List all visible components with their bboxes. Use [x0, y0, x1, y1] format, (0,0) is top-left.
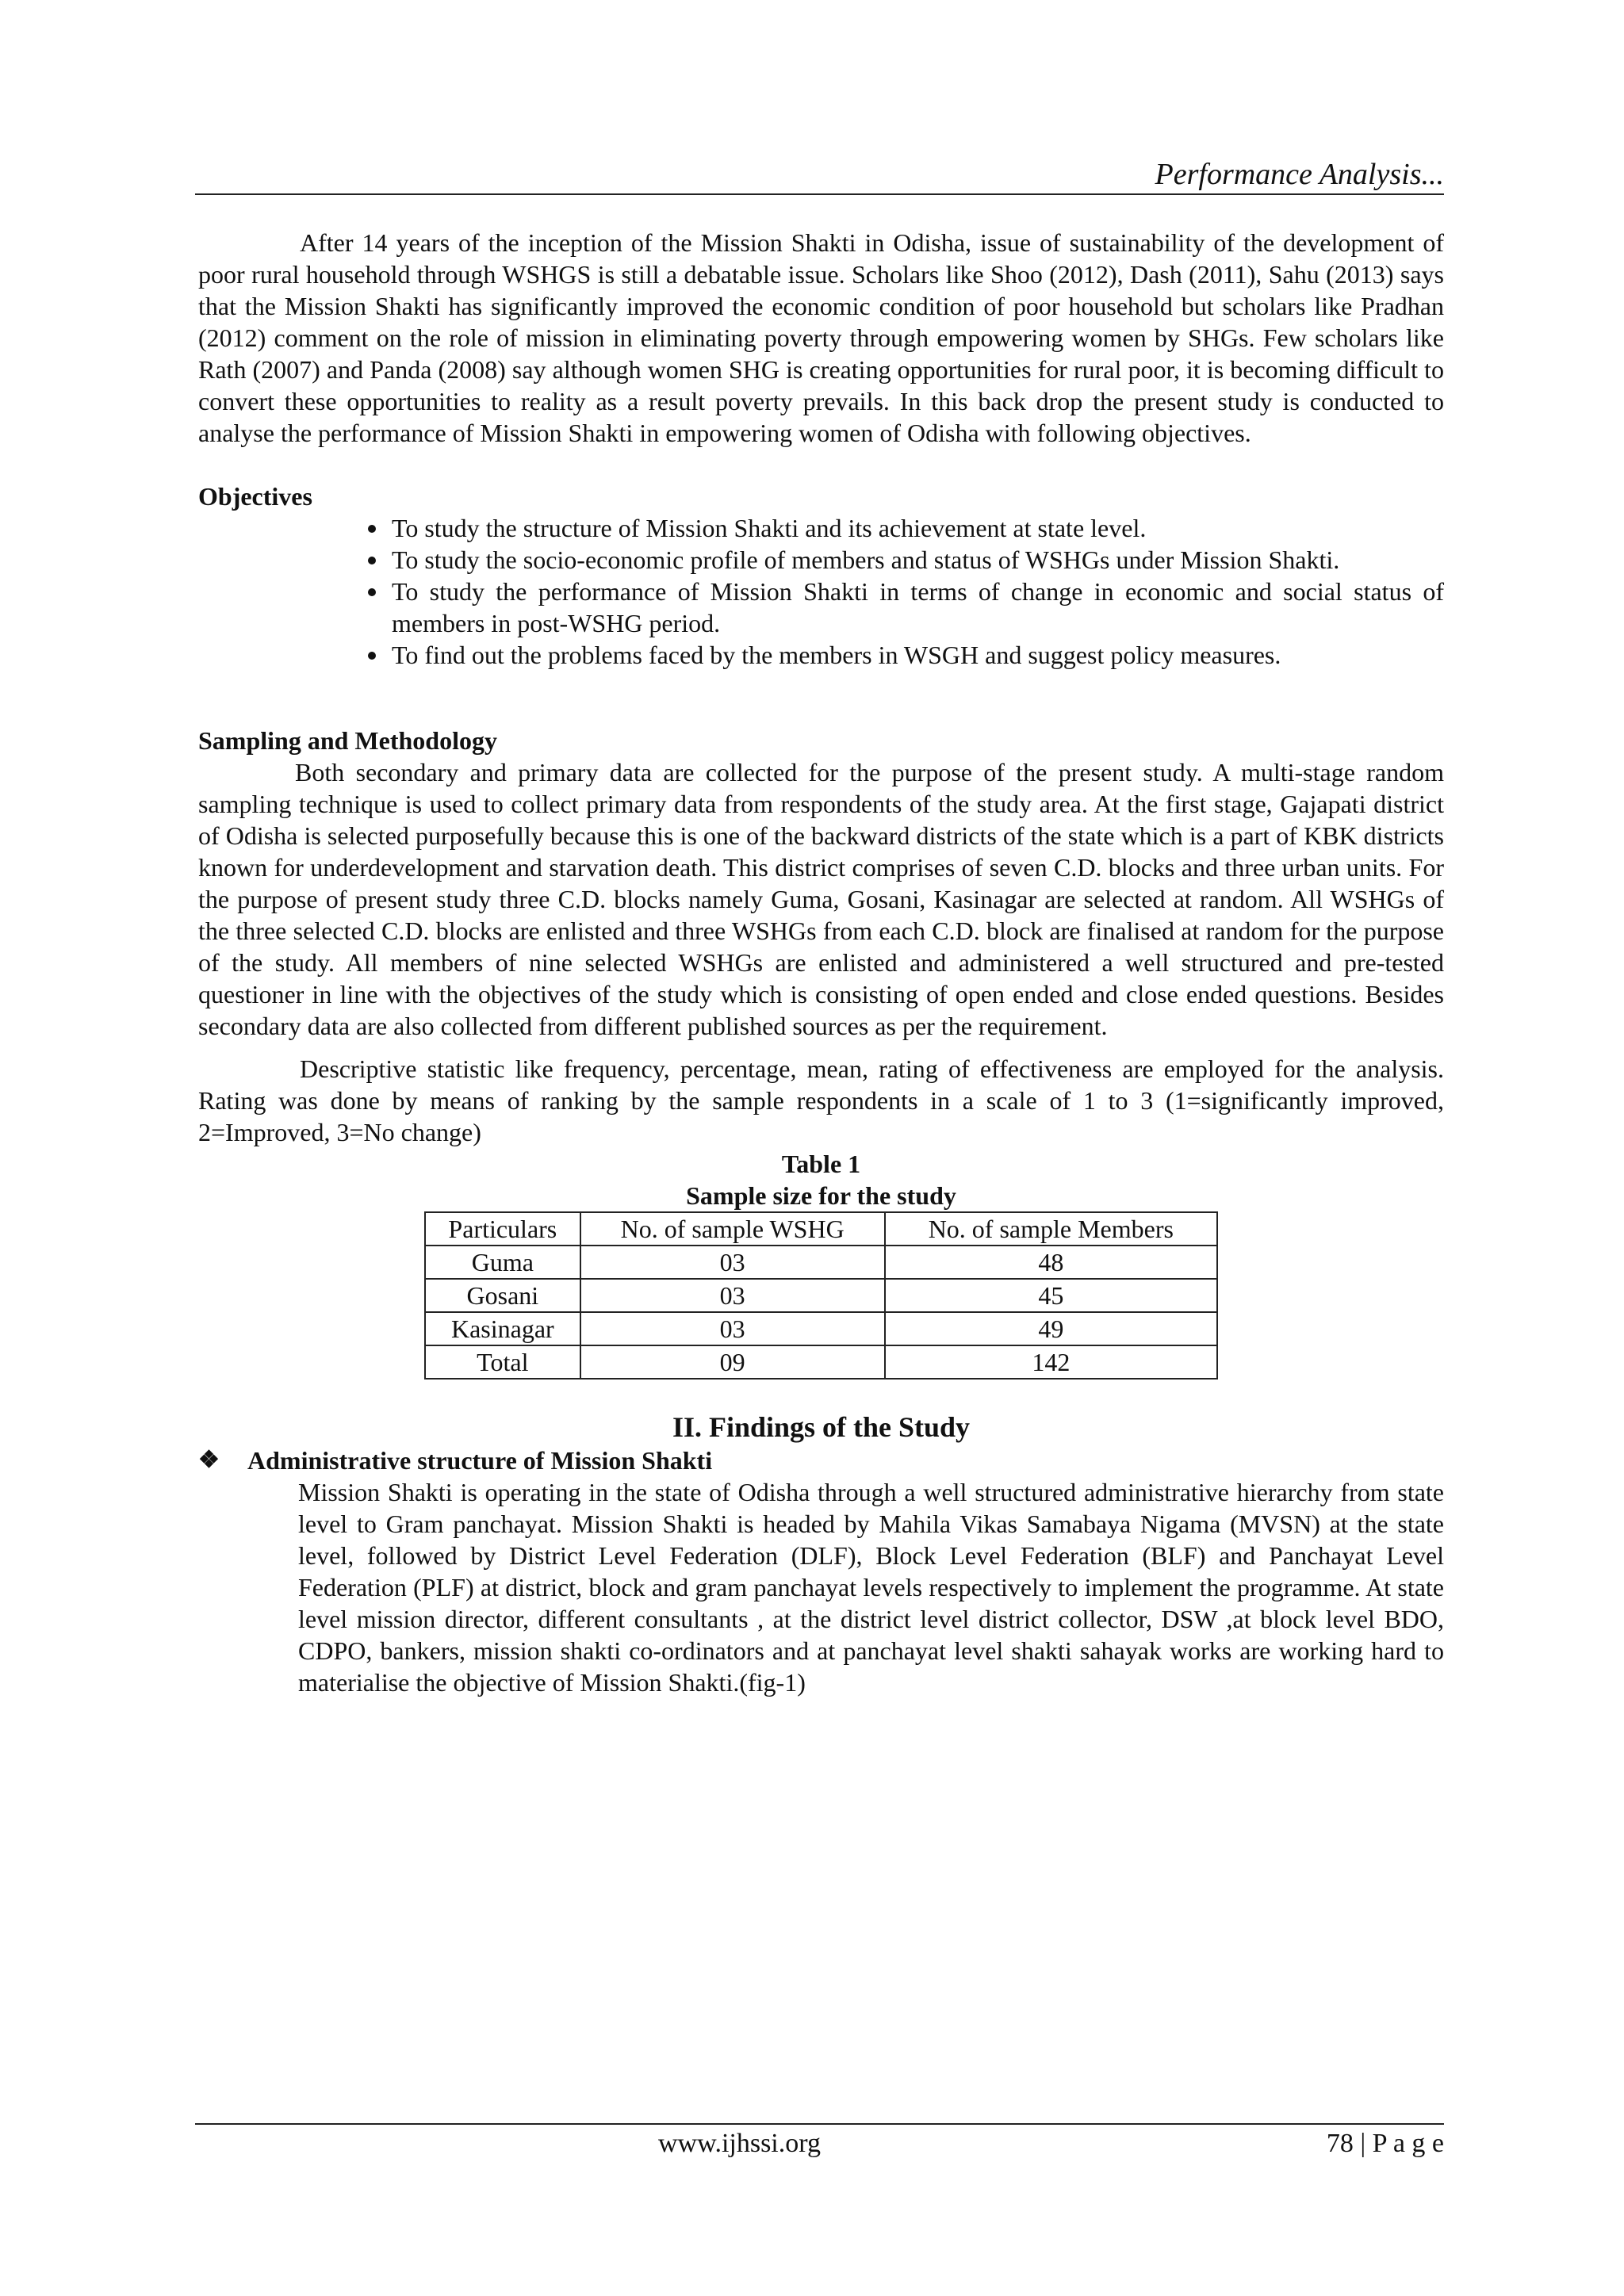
intro-paragraph: After 14 years of the inception of the Mission Shakti in Odisha, issue of sustainability of the development of poor rural household through WSHGS is still a debatable issue. Scholars like Shoo (2012), Dash (2011), Sahu (2013) says that the Mission Shakti has significantly improved the economic condition of poor household but scholars like Pradhan (2012) comment on the role of mission in eliminating poverty through empowering women by SHGs. Few scholars like Rath (2007) and Panda (2008) say although women SHG is creating opportunities for rural poor, it is becoming difficult to convert these opportunities to reality as a result poverty prevails. In this back drop the present study is conducted to analyse the performance of Mission Shakti in empowering women of Odisha with following objectives. — [198, 228, 1444, 447]
table-row — [425, 1246, 1217, 1279]
admin-structure-heading-text: Administrative structure of Mission Shakti — [247, 1446, 713, 1475]
table-cell: 142 — [885, 1345, 1217, 1379]
content — [198, 227, 1444, 1698]
table-cell: 48 — [885, 1246, 1217, 1279]
table-cell: 09 — [580, 1345, 885, 1379]
table-cell: Kasinagar — [425, 1312, 580, 1345]
table-header-cell: No. of sample Members — [885, 1212, 1217, 1246]
table-cell: 03 — [580, 1246, 885, 1279]
admin-structure-heading — [198, 1445, 1444, 1476]
objectives-list — [198, 512, 1444, 671]
table-cell: 03 — [580, 1312, 885, 1345]
table-cell: Guma — [425, 1246, 580, 1279]
table-label: Table 1 — [781, 1150, 861, 1178]
page-number: 78 | P a g e — [1326, 2129, 1444, 2158]
sampling-paragraph-1: Both secondary and primary data are collected for the purpose of the present study. A multi-stage random sampling technique is used to collect primary data from respondents of the study area. At the first stage, Gajapati district of Odisha is selected purposefully because this is one of the backward districts of the state which is a part of KBK districts known for underdevelopment and starvation death. This district comprises of seven C.D. blocks and three urban units. For the purpose of present study three C.D. blocks namely Guma, Gosani, Kasinagar are selected at random. All WSHGs of the three selected C.D. blocks are enlisted and three WSHGs from each C.D. block are finalised at random for the purpose of the study. All members of nine selected WSHGs are enlisted and administered a well structured and pre-tested questioner in line with the objectives of the study which is consisting of open ended and close ended questions. Besides secondary data are also collected from different published sources as per the requirement. — [198, 758, 1444, 1040]
table-header-row — [425, 1212, 1217, 1246]
table-cell: 03 — [580, 1279, 885, 1312]
header-rule — [195, 193, 1444, 195]
footer-url: www.ijhssi.org — [658, 2129, 821, 2158]
diamond-bullet-icon: ❖ — [198, 1447, 220, 1473]
table-header-cell: Particulars — [425, 1212, 580, 1246]
sampling-paragraph-2: Descriptive statistic like frequency, percentage, mean, rating of effectiveness are employed for the analysis. Rating was done by means of ranking by the sample respondents in a scale of 1 to 3 (1=significantly improved, 2=Improved, 3=No change) — [198, 1054, 1444, 1146]
table-row — [425, 1345, 1217, 1379]
table-cell: 49 — [885, 1312, 1217, 1345]
table-row — [425, 1279, 1217, 1312]
table-cell: 45 — [885, 1279, 1217, 1312]
objective-item: To study the structure of Mission Shakti and its achievement at state level. — [366, 512, 1444, 544]
objective-item: To study the socio-economic profile of members and status of WSHGs under Mission Shakti. — [366, 544, 1444, 576]
running-header: Performance Analysis... — [1155, 158, 1444, 191]
objective-item: To find out the problems faced by the members in WSGH and suggest policy measures. — [366, 639, 1444, 671]
findings-heading: II. Findings of the Study — [672, 1411, 971, 1443]
table-header-cell: No. of sample WSHG — [580, 1212, 885, 1246]
admin-structure-body — [198, 1476, 1444, 1698]
sample-size-table — [424, 1211, 1218, 1380]
sampling-heading: Sampling and Methodology — [198, 726, 497, 755]
table-row — [425, 1312, 1217, 1345]
table-title: Sample size for the study — [686, 1181, 956, 1210]
table-cell: Gosani — [425, 1279, 580, 1312]
table-cell: Total — [425, 1345, 580, 1379]
findings-paragraph: Mission Shakti is operating in the state of Odisha through a well structured administrative hierarchy from state level to Gram panchayat. Mission Shakti is headed by Mahila Vikas Samabaya Nigama (MVSN) at the state level, followed by District Level Federation (DLF), Block Level Federation (BLF) and Panchayat Level Federation (PLF) at district, block and gram panchayat levels respectively to implement the programme. At state level mission director, different consultants , at the district level district collector, DSW ,at block level BDO, CDPO, bankers, mission shakti co-ordinators and at panchayat level shakti sahayak works are working hard to materialise the objective of Mission Shakti.(fig-1) — [298, 1478, 1444, 1697]
objectives-heading: Objectives — [198, 482, 312, 511]
objective-item: To study the performance of Mission Shakti in terms of change in economic and social status of members in post-WSHG period. — [366, 576, 1444, 639]
